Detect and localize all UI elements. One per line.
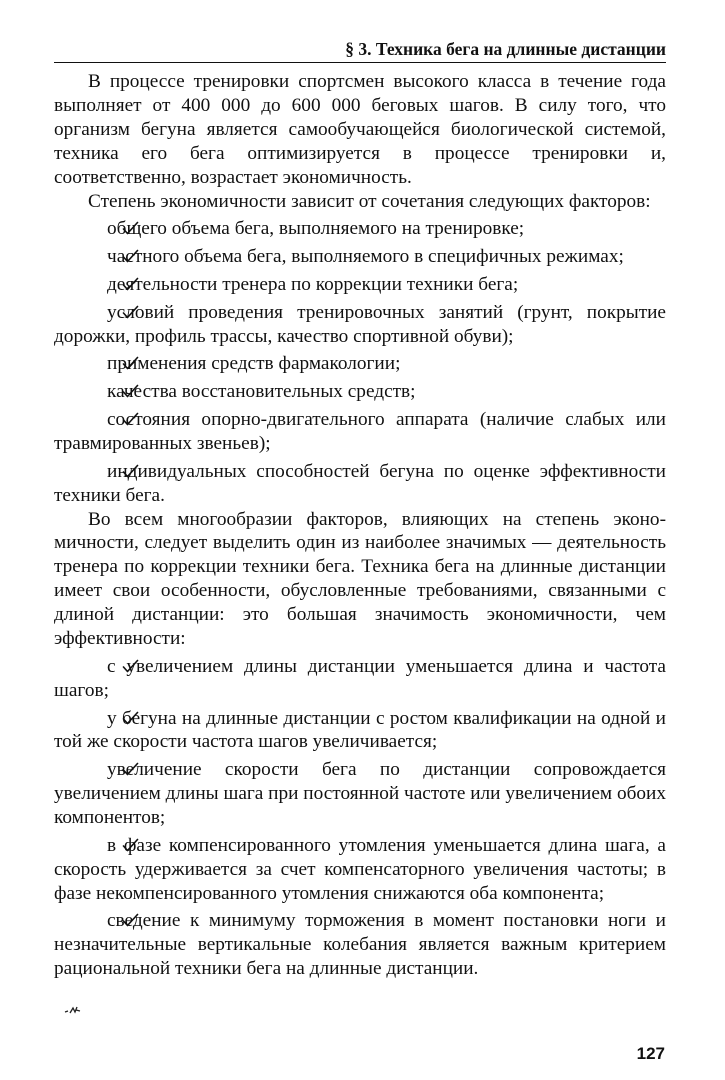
page-number: 127 xyxy=(636,1044,665,1063)
paragraph-text: состояния опорно-двигательного аппарата (наличие слабых или травмированных звеньев); xyxy=(54,409,666,454)
paragraph-text: с увеличением длины дистанции уменьшается длина и частота шагов; xyxy=(54,655,666,701)
ink-smudge-mark xyxy=(64,1002,84,1016)
checklist-item xyxy=(54,273,666,297)
paragraph-text: индивидуальных способностей бегуна по оценке эффективности техники бега. xyxy=(54,460,666,506)
check-mark-icon xyxy=(88,835,105,849)
paragraph-text: частного объема бега, выполняемого в специфичных режимах; xyxy=(107,246,624,268)
checklist-item xyxy=(54,758,666,830)
paragraph-text: у бегуна на длинные дистанции с ростом квалификации на одной и той же скорости частота шагов увеличивается; xyxy=(54,707,666,753)
paragraph-text: Во всем многообразии факторов, влияющих на степень экономичности, следует выделить один из наиболее значимых — деятельность тренера по коррекции техники бега. Техника бега на длинные дистанции имеет свои особенности, обусловленные требованиями, связанными с длиной дистанции: это большая значимость экономичности, чем эффективности: xyxy=(54,508,666,650)
check-mark-icon xyxy=(88,302,105,316)
paragraph xyxy=(54,70,666,190)
checklist-item xyxy=(54,460,666,508)
page-body xyxy=(54,70,666,981)
paragraph-text: применения средств фармакологии; xyxy=(107,353,401,375)
check-mark-icon xyxy=(88,218,105,232)
paragraph-text: деятельности тренера по коррекции техники бега; xyxy=(107,273,519,295)
checklist-item xyxy=(54,655,666,703)
paragraph-text: в фазе компенсированного утомления уменьшается длина шага, а скорость удерживается за счет компенсаторного увеличения частоты; в фазе некомпенсированного утомления снижаются оба компонента; xyxy=(54,834,666,904)
checklist-item xyxy=(54,301,666,349)
checklist-item xyxy=(54,909,666,981)
check-mark-icon xyxy=(88,461,105,475)
running-header: § 3. Техника бега на длинные дистанции xyxy=(345,39,666,59)
header-rule xyxy=(54,62,666,63)
checklist-item xyxy=(54,834,666,906)
checklist-item xyxy=(54,380,666,404)
check-mark-icon xyxy=(88,656,105,670)
paragraph-text: общего объема бега, выполняемого на тренировке; xyxy=(107,218,525,240)
paragraph xyxy=(54,190,666,214)
check-mark-icon xyxy=(88,910,105,924)
check-mark-icon xyxy=(88,381,105,395)
check-mark-icon xyxy=(88,353,105,367)
checklist-item xyxy=(54,707,666,755)
checklist-item xyxy=(54,352,666,376)
checklist-item xyxy=(54,408,666,456)
paragraph xyxy=(54,508,666,651)
checklist-item xyxy=(54,245,666,269)
paragraph-text: Степень экономичности зависит от сочетания следующих факторов: xyxy=(88,190,651,212)
check-mark-icon xyxy=(88,708,105,722)
check-mark-icon xyxy=(88,409,105,423)
paragraph-text: качества восстановительных средств; xyxy=(107,381,416,403)
check-mark-icon xyxy=(88,759,105,773)
check-mark-icon xyxy=(88,246,105,260)
check-mark-icon xyxy=(88,274,105,288)
paragraph-text: В процессе тренировки спортсмен высокого класса в течение года выполняет от 400 000 до 600 000 беговых шагов. В силу того, что организм бегуна является самообучающейся биологической системой, техника его бега оптимизируется в процессе тренировки и, соответственно, возрастает экономичность. xyxy=(54,71,666,188)
paragraph-text: увеличение скорости бега по дистанции сопровождается увеличением длины шага при постоянной частоте или увеличением обоих компонентов; xyxy=(54,759,666,829)
paragraph-text: сведение к минимуму торможения в момент постановки ноги и незначительные вертикальные колебания является важным критерием рациональной техники бега на длинные дистанции. xyxy=(54,910,666,980)
paragraph-text: условий проведения тренировочных занятий (грунт, покрытие дорожки, профиль трассы, качество спортивной обуви); xyxy=(54,301,666,347)
checklist-item xyxy=(54,217,666,241)
